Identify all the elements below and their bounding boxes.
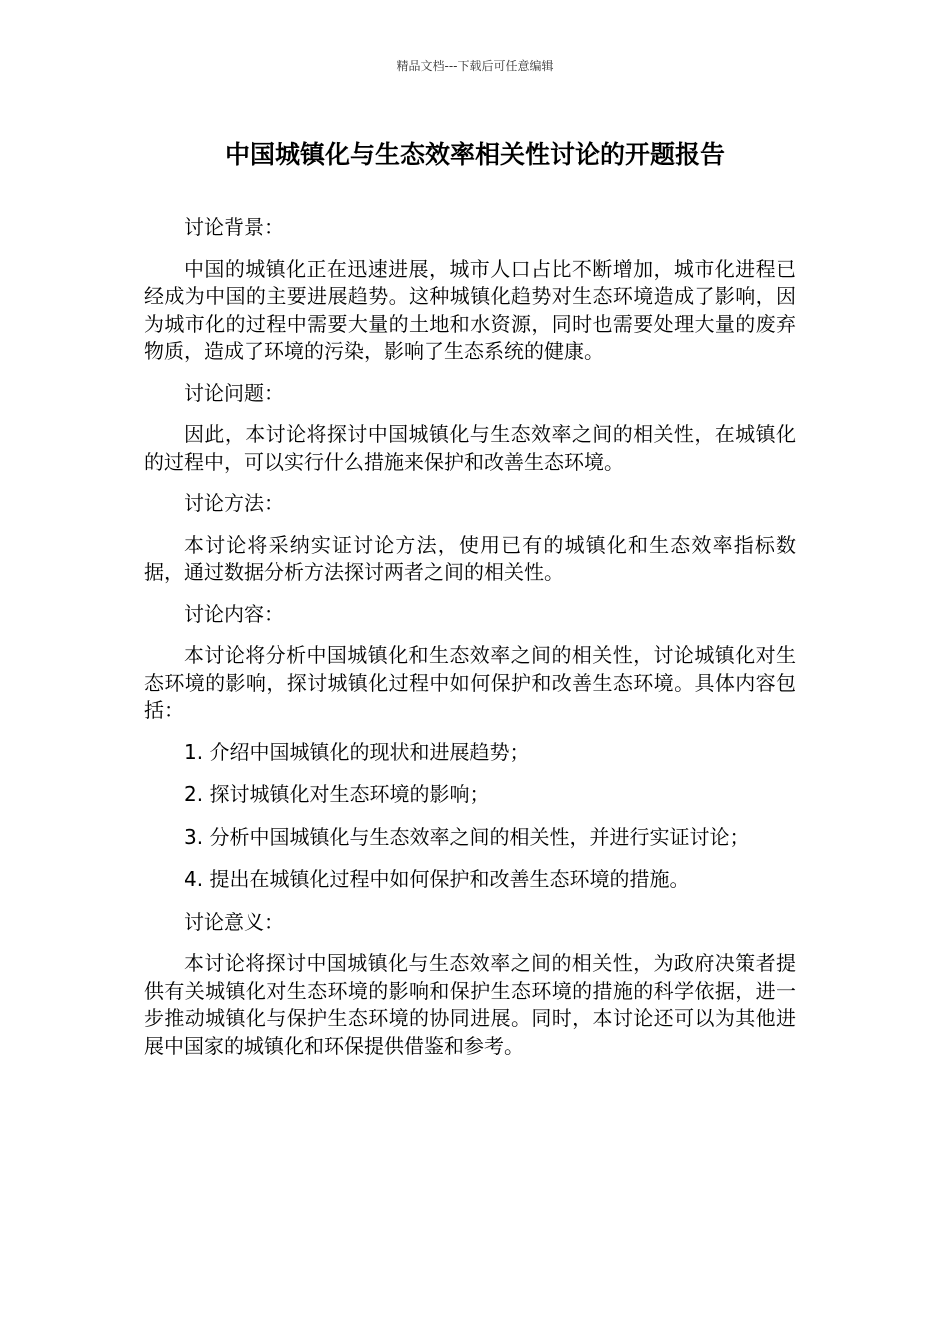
section-text-method: 本讨论将采纳实证讨论方法，使用已有的城镇化和生态效率指标数据，通过数据分析方法探讨两者之间的相关性。 (144, 532, 796, 584)
section-heading-background: 讨论背景： (184, 215, 284, 239)
document-body (144, 214, 796, 1074)
header-watermark: 精品文档---下载后可任意编辑 (396, 59, 554, 73)
list-item: 1. 介绍中国城镇化的现状和进展趋势； (184, 739, 530, 764)
section-heading-content: 讨论内容： (184, 601, 284, 626)
section-heading-significance: 讨论意义： (184, 909, 284, 934)
section-text-background: 中国的城镇化正在迅速进展，城市人口占比不断增加，城市化进程已经成为中国的主要进展趋势。这种城镇化趋势对生态环境造成了影响，因为城市化的过程中需要大量的土地和水资源，同时也需要处理大量的废弃物质，造成了环境的污染，影响了生态系统的健康。 (144, 256, 796, 363)
section-text-significance: 本讨论将探讨中国城镇化与生态效率之间的相关性，为政府决策者提供有关城镇化对生态环境的影响和保护生态环境的措施的科学依据，进一步推动城镇化与保护生态环境的协同进展。同时，本讨论还可以为其他进展中国家的城镇化和环保提供借鉴和参考。 (144, 951, 796, 1058)
section-heading-method: 讨论方法： (184, 491, 284, 515)
list-item: 3. 分析中国城镇化与生态效率之间的相关性，并进行实证讨论； (184, 824, 750, 849)
section-heading-question: 讨论问题： (184, 380, 284, 405)
section-text-question: 因此，本讨论将探讨中国城镇化与生态效率之间的相关性，在城镇化的过程中，可以实行什么措施来保护和改善生态环境。 (144, 422, 796, 474)
document-title: 中国城镇化与生态效率相关性讨论的开题报告 (224, 140, 725, 169)
section-text-content: 本讨论将分析中国城镇化和生态效率之间的相关性，讨论城镇化对生态环境的影响，探讨城镇化过程中如何保护和改善生态环境。具体内容包括： (144, 643, 796, 722)
list-item: 4. 提出在城镇化过程中如何保护和改善生态环境的措施。 (184, 867, 690, 891)
list-item: 2. 探讨城镇化对生态环境的影响； (184, 782, 490, 806)
